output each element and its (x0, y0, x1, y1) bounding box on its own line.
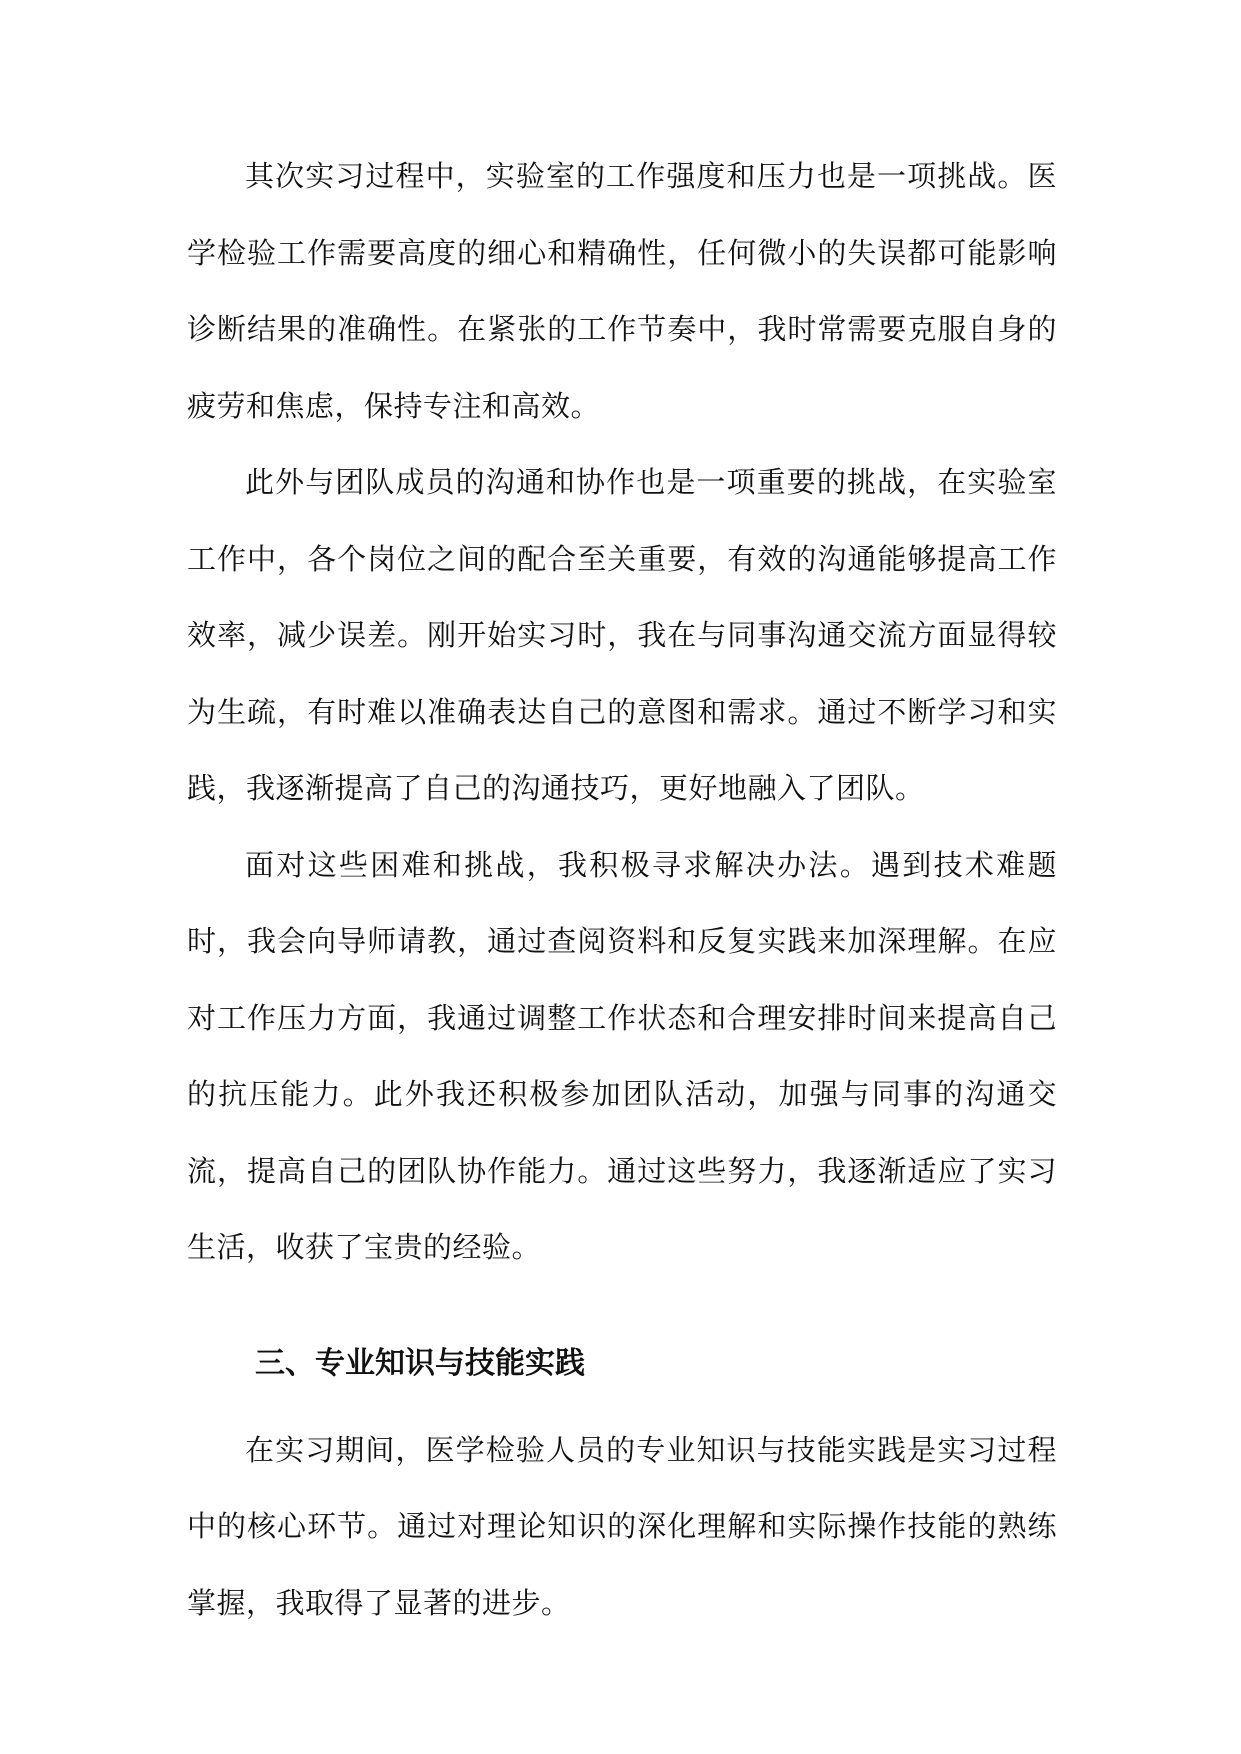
paragraph-team-communication: 此外与团队成员的沟通和协作也是一项重要的挑战，在实验室工作中，各个岗位之间的配合至关重要，有效的沟通能够提高工作效率，减少误差。刚开始实习时，我在与同事沟通交流方面显得较为生疏，有时难以准确表达自己的意图和需求。通过不断学习和实践，我逐渐提高了自己的沟通技巧，更好地融入了团队。 (187, 465, 1057, 805)
paragraph-professional-skills: 在实习期间，医学检验人员的专业知识与技能实践是实习过程中的核心环节。通过对理论知识的深化理解和实际操作技能的熟练掌握，我取得了显著的进步。 (187, 1432, 1057, 1620)
paragraph-overcoming-challenges: 面对这些困难和挑战，我积极寻求解决办法。遇到技术难题时，我会向导师请教，通过查阅资料和反复实践来加深理解。在应对工作压力方面，我通过调整工作状态和合理安排时间来提高自己的抗压能力。此外我还积极参加团队活动，加强与同事的沟通交流，提高自己的团队协作能力。通过这些努力，我逐渐适应了实习生活，收获了宝贵的经验。 (187, 847, 1057, 1264)
section-heading: 三、专业知识与技能实践 (255, 1345, 585, 1381)
page-content (187, 138, 1057, 1641)
paragraph-work-pressure: 其次实习过程中，实验室的工作强度和压力也是一项挑战。医学检验工作需要高度的细心和精确性，任何微小的失误都可能影响诊断结果的准确性。在紧张的工作节奏中，我时常需要克服自身的疲劳和焦虑，保持专注和高效。 (187, 159, 1057, 423)
